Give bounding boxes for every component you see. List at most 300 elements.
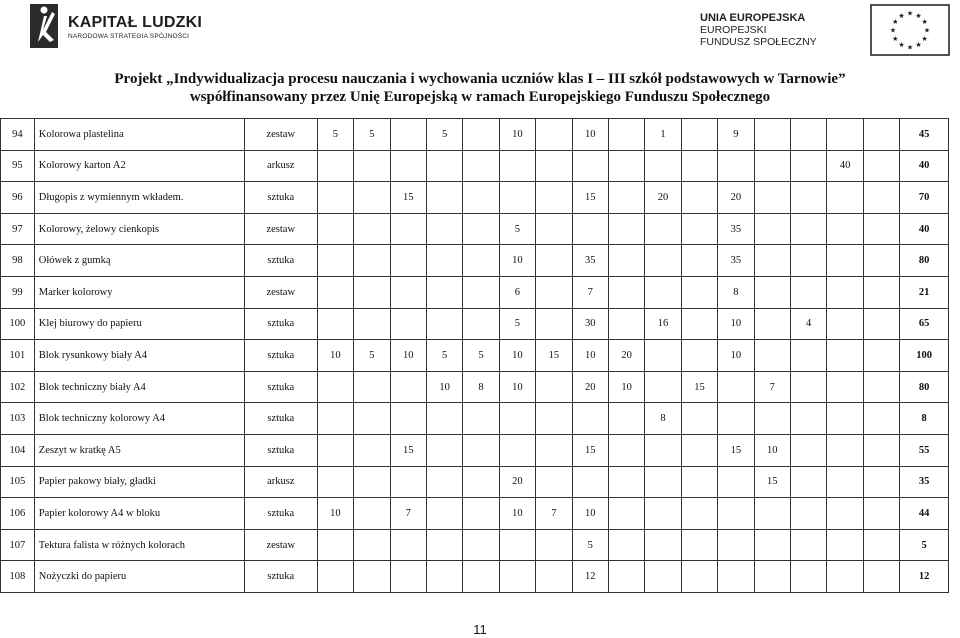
quantity-cell: 15: [536, 340, 572, 372]
quantity-cell: 20: [499, 466, 535, 498]
quantity-cell: [354, 498, 390, 530]
quantity-cell: [790, 119, 826, 151]
item-number-cell: 101: [1, 340, 35, 372]
quantity-cell: 35: [718, 213, 754, 245]
quantity-cell: 5: [463, 340, 499, 372]
quantity-cell: 20: [645, 182, 681, 214]
quantity-cell: [426, 561, 462, 593]
table-row: [1, 308, 949, 340]
item-unit-cell: sztuka: [244, 498, 317, 530]
page-number: 11: [473, 622, 487, 637]
table-row: [1, 245, 949, 277]
quantity-cell: [790, 340, 826, 372]
item-total-cell: 70: [900, 182, 949, 214]
eu-star-icon: ★: [906, 43, 914, 52]
quantity-cell: [390, 529, 426, 561]
quantity-cell: 7: [572, 276, 608, 308]
quantity-cell: 35: [718, 245, 754, 277]
table-row: [1, 182, 949, 214]
quantity-cell: 7: [754, 371, 790, 403]
quantity-cell: [827, 276, 863, 308]
quantity-cell: [463, 498, 499, 530]
quantity-cell: [463, 245, 499, 277]
quantity-cell: 10: [754, 434, 790, 466]
quantity-cell: [790, 403, 826, 435]
item-number-cell: 105: [1, 466, 35, 498]
kapital-ludzki-subtitle: NARODOWA STRATEGIA SPÓJNOŚCI: [68, 33, 190, 40]
item-unit-cell: arkusz: [244, 150, 317, 182]
quantity-cell: [608, 561, 644, 593]
quantity-cell: [681, 308, 717, 340]
quantity-cell: [463, 466, 499, 498]
quantity-cell: [645, 245, 681, 277]
item-total-cell: 44: [900, 498, 949, 530]
quantity-cell: [536, 119, 572, 151]
quantity-cell: [536, 434, 572, 466]
item-unit-cell: sztuka: [244, 403, 317, 435]
item-number-cell: 94: [1, 119, 35, 151]
quantity-cell: [645, 276, 681, 308]
item-number-cell: 96: [1, 182, 35, 214]
quantity-cell: 8: [718, 276, 754, 308]
quantity-cell: 8: [645, 403, 681, 435]
quantity-cell: 10: [718, 340, 754, 372]
item-total-cell: 55: [900, 434, 949, 466]
quantity-cell: [754, 498, 790, 530]
quantity-cell: 15: [681, 371, 717, 403]
quantity-cell: [536, 529, 572, 561]
quantity-cell: [863, 182, 899, 214]
quantity-cell: 10: [426, 371, 462, 403]
item-name-cell: Blok rysunkowy biały A4: [34, 340, 244, 372]
quantity-cell: 10: [572, 340, 608, 372]
quantity-cell: 5: [499, 213, 535, 245]
kapital-ludzki-logo: [28, 2, 218, 52]
quantity-cell: [827, 340, 863, 372]
quantity-cell: [754, 119, 790, 151]
quantity-cell: 40: [827, 150, 863, 182]
quantity-cell: [608, 529, 644, 561]
quantity-cell: [863, 466, 899, 498]
quantity-cell: [681, 245, 717, 277]
eu-flag-icon: [870, 4, 950, 56]
quantity-cell: [645, 498, 681, 530]
quantity-cell: [317, 529, 353, 561]
item-total-cell: 100: [900, 340, 949, 372]
item-unit-cell: zestaw: [244, 119, 317, 151]
quantity-cell: [572, 466, 608, 498]
kapital-ludzki-title: KAPITAŁ LUDZKI: [68, 14, 203, 31]
quantity-cell: [608, 119, 644, 151]
quantity-cell: [426, 434, 462, 466]
quantity-cell: [608, 498, 644, 530]
quantity-cell: [354, 371, 390, 403]
quantity-cell: 5: [354, 119, 390, 151]
quantity-cell: 5: [499, 308, 535, 340]
eu-star-icon: ★: [915, 41, 922, 50]
quantity-cell: [863, 498, 899, 530]
eu-star-icon: ★: [923, 26, 931, 35]
quantity-cell: [426, 245, 462, 277]
quantity-cell: [608, 245, 644, 277]
quantity-cell: [463, 213, 499, 245]
quantity-cell: [754, 276, 790, 308]
quantity-cell: 20: [718, 182, 754, 214]
item-name-cell: Blok techniczny biały A4: [34, 371, 244, 403]
quantity-cell: [827, 561, 863, 593]
item-name-cell: Papier pakowy biały, gładki: [34, 466, 244, 498]
quantity-cell: 15: [754, 466, 790, 498]
quantity-cell: [390, 403, 426, 435]
item-name-cell: Blok techniczny kolorowy A4: [34, 403, 244, 435]
quantity-cell: [863, 245, 899, 277]
quantity-cell: 10: [572, 498, 608, 530]
quantity-cell: [317, 276, 353, 308]
quantity-cell: [426, 182, 462, 214]
eu-star-icon: ★: [915, 11, 922, 20]
table-row: [1, 466, 949, 498]
item-name-cell: Marker kolorowy: [34, 276, 244, 308]
quantity-cell: 20: [608, 340, 644, 372]
quantity-cell: [536, 276, 572, 308]
quantity-cell: [390, 119, 426, 151]
quantity-cell: [645, 561, 681, 593]
table-row: [1, 150, 949, 182]
item-unit-cell: arkusz: [244, 466, 317, 498]
item-total-cell: 80: [900, 245, 949, 277]
quantity-cell: [681, 119, 717, 151]
quantity-cell: [536, 561, 572, 593]
quantity-cell: [608, 213, 644, 245]
eu-logo-line2: EUROPEJSKI: [700, 24, 767, 36]
quantity-cell: [681, 340, 717, 372]
item-total-cell: 80: [900, 371, 949, 403]
quantity-cell: [863, 434, 899, 466]
quantity-cell: [463, 150, 499, 182]
quantity-cell: [499, 434, 535, 466]
quantity-cell: [608, 308, 644, 340]
quantity-cell: [754, 182, 790, 214]
quantity-cell: 10: [499, 119, 535, 151]
quantity-cell: [317, 213, 353, 245]
quantity-cell: [645, 434, 681, 466]
quantity-cell: [426, 403, 462, 435]
item-total-cell: 40: [900, 150, 949, 182]
quantity-cell: [754, 245, 790, 277]
quantity-cell: [426, 150, 462, 182]
quantity-cell: 15: [572, 182, 608, 214]
quantity-cell: [536, 371, 572, 403]
quantity-cell: [426, 466, 462, 498]
quantity-cell: [681, 403, 717, 435]
quantity-cell: [354, 434, 390, 466]
quantity-cell: [790, 371, 826, 403]
quantity-cell: [426, 308, 462, 340]
quantity-cell: 10: [499, 340, 535, 372]
eu-logo-line3: FUNDUSZ SPOŁECZNY: [700, 36, 817, 48]
quantity-cell: [426, 529, 462, 561]
item-number-cell: 100: [1, 308, 35, 340]
quantity-cell: [608, 434, 644, 466]
quantity-cell: 15: [390, 434, 426, 466]
item-unit-cell: sztuka: [244, 561, 317, 593]
table-row: [1, 498, 949, 530]
quantity-cell: [718, 371, 754, 403]
quantity-cell: [463, 561, 499, 593]
item-number-cell: 103: [1, 403, 35, 435]
item-unit-cell: zestaw: [244, 529, 317, 561]
table-row: [1, 213, 949, 245]
table-row: [1, 276, 949, 308]
quantity-cell: [645, 340, 681, 372]
item-name-cell: Długopis z wymiennym wkładem.: [34, 182, 244, 214]
quantity-cell: 7: [390, 498, 426, 530]
quantity-cell: [790, 213, 826, 245]
quantity-cell: [863, 276, 899, 308]
eu-logo-text: [700, 12, 817, 48]
item-name-cell: Kolorowa plastelina: [34, 119, 244, 151]
quantity-cell: 5: [572, 529, 608, 561]
quantity-cell: 5: [317, 119, 353, 151]
quantity-cell: 7: [536, 498, 572, 530]
table-row: [1, 119, 949, 151]
quantity-cell: [390, 371, 426, 403]
quantity-cell: [463, 308, 499, 340]
table-row: [1, 561, 949, 593]
quantity-cell: [790, 434, 826, 466]
quantity-cell: [718, 466, 754, 498]
eu-logo: [700, 4, 950, 56]
quantity-cell: [390, 245, 426, 277]
quantity-cell: 1: [645, 119, 681, 151]
quantity-cell: [463, 182, 499, 214]
quantity-cell: [354, 403, 390, 435]
quantity-cell: [536, 213, 572, 245]
quantity-cell: [645, 371, 681, 403]
quantity-cell: 15: [572, 434, 608, 466]
quantity-cell: 10: [317, 498, 353, 530]
quantity-cell: [754, 529, 790, 561]
eu-star-icon: ★: [921, 35, 928, 43]
quantity-cell: [863, 340, 899, 372]
item-number-cell: 106: [1, 498, 35, 530]
quantity-cell: [681, 150, 717, 182]
quantity-cell: [681, 213, 717, 245]
quantity-cell: [681, 561, 717, 593]
item-total-cell: 65: [900, 308, 949, 340]
quantity-cell: [354, 150, 390, 182]
eu-star-icon: ★: [892, 35, 899, 43]
quantity-cell: [863, 371, 899, 403]
quantity-cell: [790, 561, 826, 593]
item-name-cell: Kolorowy karton A2: [34, 150, 244, 182]
item-number-cell: 98: [1, 245, 35, 277]
quantity-cell: 10: [718, 308, 754, 340]
quantity-cell: [681, 466, 717, 498]
item-name-cell: Papier kolorowy A4 w bloku: [34, 498, 244, 530]
quantity-cell: [390, 150, 426, 182]
quantity-cell: [354, 213, 390, 245]
quantity-cell: [827, 466, 863, 498]
project-title-line1: Projekt „Indywidualizacja procesu nauczania i wychowania uczniów klas I – III szkół podstawowych w Tarnowie”: [114, 71, 846, 87]
quantity-cell: [790, 466, 826, 498]
quantity-cell: [426, 498, 462, 530]
quantity-cell: [863, 213, 899, 245]
item-total-cell: 21: [900, 276, 949, 308]
quantity-cell: [463, 276, 499, 308]
quantity-cell: [317, 561, 353, 593]
quantity-cell: 10: [572, 119, 608, 151]
quantity-cell: 10: [317, 340, 353, 372]
quantity-cell: [317, 150, 353, 182]
quantity-cell: [390, 308, 426, 340]
quantity-cell: [572, 403, 608, 435]
quantity-cell: [463, 403, 499, 435]
quantity-cell: 6: [499, 276, 535, 308]
quantity-cell: [863, 529, 899, 561]
item-number-cell: 99: [1, 276, 35, 308]
quantity-cell: [354, 182, 390, 214]
quantity-cell: [499, 561, 535, 593]
quantity-cell: [499, 403, 535, 435]
quantity-cell: [827, 434, 863, 466]
quantity-cell: [317, 245, 353, 277]
quantity-cell: [608, 403, 644, 435]
quantity-cell: [463, 434, 499, 466]
quantity-cell: 10: [499, 245, 535, 277]
quantity-cell: [827, 371, 863, 403]
quantity-cell: 5: [426, 119, 462, 151]
quantity-cell: [827, 245, 863, 277]
item-total-cell: 35: [900, 466, 949, 498]
quantity-cell: [827, 119, 863, 151]
quantity-cell: [317, 434, 353, 466]
quantity-cell: [317, 466, 353, 498]
item-name-cell: Tektura falista w różnych kolorach: [34, 529, 244, 561]
quantity-cell: [681, 434, 717, 466]
item-unit-cell: sztuka: [244, 245, 317, 277]
quantity-cell: 30: [572, 308, 608, 340]
quantity-cell: [827, 529, 863, 561]
quantity-cell: 5: [354, 340, 390, 372]
quantity-cell: [863, 561, 899, 593]
quantity-cell: [317, 308, 353, 340]
item-unit-cell: sztuka: [244, 434, 317, 466]
quantity-cell: [608, 466, 644, 498]
item-name-cell: Nożyczki do papieru: [34, 561, 244, 593]
item-name-cell: Zeszyt w kratkę A5: [34, 434, 244, 466]
item-unit-cell: sztuka: [244, 371, 317, 403]
item-number-cell: 97: [1, 213, 35, 245]
quantity-cell: [354, 308, 390, 340]
quantity-cell: [754, 340, 790, 372]
quantity-cell: [754, 403, 790, 435]
item-name-cell: Kolorowy, żelowy cienkopis: [34, 213, 244, 245]
quantity-cell: [608, 182, 644, 214]
quantity-cell: [863, 119, 899, 151]
quantity-cell: [536, 245, 572, 277]
quantity-cell: [390, 276, 426, 308]
quantity-cell: [463, 529, 499, 561]
quantity-cell: [317, 371, 353, 403]
eu-star-icon: ★: [898, 11, 905, 20]
quantity-cell: [790, 276, 826, 308]
quantity-cell: [572, 213, 608, 245]
eu-star-icon: ★: [906, 9, 914, 18]
item-unit-cell: zestaw: [244, 276, 317, 308]
table-row: [1, 340, 949, 372]
quantity-cell: [827, 308, 863, 340]
quantity-cell: [754, 308, 790, 340]
quantity-cell: 15: [718, 434, 754, 466]
quantity-cell: [827, 182, 863, 214]
item-number-cell: 95: [1, 150, 35, 182]
quantity-cell: [681, 276, 717, 308]
item-unit-cell: sztuka: [244, 182, 317, 214]
quantity-cell: [718, 498, 754, 530]
quantity-cell: [499, 529, 535, 561]
quantity-cell: 12: [572, 561, 608, 593]
eu-star-icon: ★: [889, 26, 897, 35]
quantity-cell: [354, 276, 390, 308]
item-total-cell: 12: [900, 561, 949, 593]
item-number-cell: 107: [1, 529, 35, 561]
item-unit-cell: sztuka: [244, 308, 317, 340]
quantity-cell: [572, 150, 608, 182]
quantity-cell: 9: [718, 119, 754, 151]
quantity-cell: [681, 529, 717, 561]
quantity-cell: 16: [645, 308, 681, 340]
item-name-cell: Klej biurowy do papieru: [34, 308, 244, 340]
project-title: [0, 70, 960, 106]
quantity-cell: [863, 308, 899, 340]
quantity-cell: 8: [463, 371, 499, 403]
quantity-cell: 10: [499, 498, 535, 530]
quantity-cell: [827, 213, 863, 245]
quantity-cell: [645, 529, 681, 561]
quantity-cell: [645, 213, 681, 245]
item-total-cell: 45: [900, 119, 949, 151]
quantity-cell: [354, 529, 390, 561]
item-unit-cell: zestaw: [244, 213, 317, 245]
eu-star-icon: ★: [892, 18, 899, 26]
quantity-cell: 35: [572, 245, 608, 277]
quantity-cell: [718, 561, 754, 593]
quantity-cell: [754, 561, 790, 593]
quantity-cell: [426, 213, 462, 245]
quantity-cell: [354, 466, 390, 498]
quantity-cell: [317, 403, 353, 435]
quantity-cell: [681, 182, 717, 214]
quantity-cell: [390, 561, 426, 593]
quantity-cell: [426, 276, 462, 308]
quantity-cell: [863, 150, 899, 182]
quantity-cell: [754, 150, 790, 182]
eu-star-icon: ★: [898, 41, 905, 50]
quantity-cell: [536, 150, 572, 182]
quantity-cell: [608, 276, 644, 308]
quantity-cell: [645, 466, 681, 498]
eu-star-icon: ★: [921, 18, 928, 26]
quantity-cell: [645, 150, 681, 182]
quantity-cell: [390, 213, 426, 245]
item-number-cell: 102: [1, 371, 35, 403]
quantity-cell: [536, 466, 572, 498]
kapital-ludzki-emblem-icon: [28, 2, 62, 50]
quantity-cell: [827, 498, 863, 530]
item-total-cell: 40: [900, 213, 949, 245]
item-total-cell: 8: [900, 403, 949, 435]
